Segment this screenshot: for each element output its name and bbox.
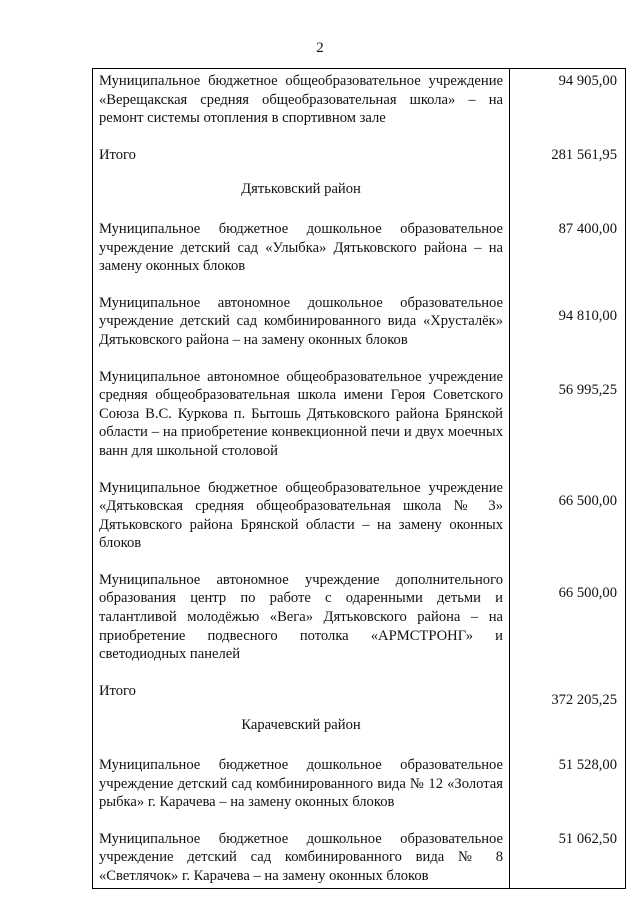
institution-description: Муниципальное бюджетное общеобразовательное учреждение «Дятьковская средняя общеобразовательная школа № 3» Дятьковского района Брянской области – на замену оконных блоков: [93, 476, 510, 568]
amount-cell: 66 500,00: [510, 476, 626, 568]
amount-cell: 51 528,00: [510, 753, 626, 827]
table-row: [93, 476, 626, 568]
institution-description: Муниципальное бюджетное дошкольное образовательное учреждение детский сад «Улыбка» Дятьковского района – на замену оконных блоков: [93, 217, 510, 291]
amount-cell: 56 995,25: [510, 365, 626, 476]
total-row: [93, 143, 626, 177]
amount-cell: 94 810,00: [510, 291, 626, 365]
district-name: Карачевский район: [93, 712, 510, 753]
amount-cell: 66 500,00: [510, 568, 626, 679]
table-row: [93, 827, 626, 888]
table-row: [93, 291, 626, 365]
institution-description: Муниципальное автономное учреждение дополнительного образования центр по работе с одаренными детьми и талантливой молодёжью «Вега» Дятьковского района – на приобретение подвесного потолка «АРМСТРОНГ» и светодиодных панелей: [93, 568, 510, 679]
total-label: Итого: [93, 143, 510, 177]
institution-description: Муниципальное автономное общеобразовательное учреждение средняя общеобразовательная школа имени Героя Советского Союза В.С. Куркова п. Бытошь Дятьковского района Брянской области – на приобретение конвекционной печи и двух моечных ванн для школьной столовой: [93, 365, 510, 476]
institution-description: Муниципальное бюджетное дошкольное образовательное учреждение детский сад комбинированного вида № 8 «Светлячок» г. Карачева – на замену оконных блоков: [93, 827, 510, 888]
total-amount: 372 205,25: [510, 679, 626, 713]
institution-description: Муниципальное бюджетное общеобразовательное учреждение «Верещакская средняя общеобразовательная школа» – на ремонт системы отопления в спортивном зале: [93, 69, 510, 143]
amount-cell: 87 400,00: [510, 217, 626, 291]
page-number: 2: [316, 40, 324, 56]
amount-cell: 51 062,50: [510, 827, 626, 888]
district-name: Дятьковский район: [93, 176, 510, 217]
total-label: Итого: [93, 679, 510, 713]
table-row: [93, 69, 626, 143]
district-heading-row: [93, 176, 626, 217]
amount-cell: 94 905,00: [510, 69, 626, 143]
table-row: [93, 365, 626, 476]
table-row: [93, 217, 626, 291]
district-heading-row: [93, 712, 626, 753]
institution-description: Муниципальное бюджетное дошкольное образовательное учреждение детский сад комбинированного вида № 12 «Золотая рыбка» г. Карачева – на замену оконных блоков: [93, 753, 510, 827]
allocation-table: [92, 68, 626, 889]
table-row: [93, 568, 626, 679]
empty-amount-cell: [510, 712, 626, 753]
empty-amount-cell: [510, 176, 626, 217]
total-amount: 281 561,95: [510, 143, 626, 177]
total-row: [93, 679, 626, 713]
table-row: [93, 753, 626, 827]
institution-description: Муниципальное автономное дошкольное образовательное учреждение детский сад комбинированного вида «Хрусталёк» Дятьковского района – на замену оконных блоков: [93, 291, 510, 365]
